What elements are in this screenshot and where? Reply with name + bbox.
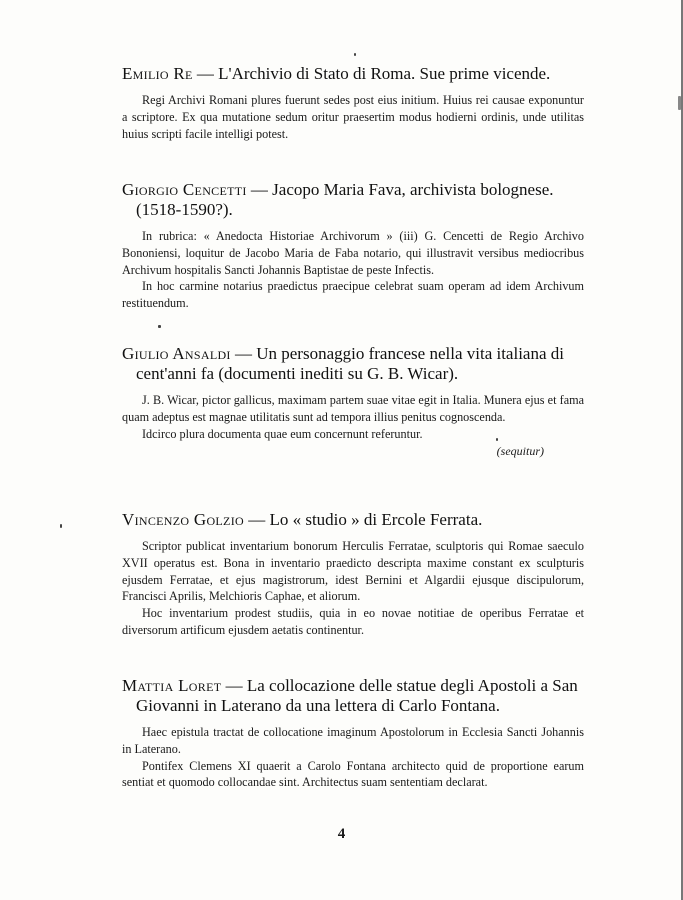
abstract-paragraph: Idcirco plura documenta quae eum concernunt referuntur. [142,426,423,441]
entry-cencetti [122,180,584,312]
abstract-paragraph: Haec epistula tractat de collocatione imaginum Apostolorum in Ecclesia Sancti Johannis in Laterano. [122,725,584,756]
entry-abstract [122,92,584,142]
entry-ansaldi [122,344,584,459]
scan-speck [496,438,498,441]
abstract-paragraph: In hoc carmine notarius praedictus praecipue celebrat suam operam ad idem Archivum restituendum. [122,279,584,311]
entry-title-line: cent'anni fa (documenti inediti su G. B. Wicar). [136,364,459,383]
abstract-paragraph: Regi Archivi Romani plures fuerunt sedes post eius initium. Huius rei causae exponuntur a scriptore. Ex qua mutatione sedum oritur praesertim modus hodierni ordinis, unde utilitas huius scripti facile intelligi potest. [122,93,584,141]
abstract-paragraph: Scriptor publicat inventarium bonorum Herculis Ferratae, sculptoris qui Romae saeculo XVII operatus est. Bona in inventario praedicto descripta maxime constant ex sculpturis ejusdem Ferratae, et ejus magistrorum, idest Bernini et Algardii ejusque discipulorum, Francisci Aprilis, Melchioris Caphae, et aliorum. [122,539,584,604]
entry-title-line: — Lo « studio » di Ercole Ferrata. [248,510,483,529]
scan-speck [158,325,161,328]
entry-abstract [122,392,584,459]
entry-abstract [122,724,584,791]
page-number: 4 [337,826,346,842]
entry-author: Emilio Re [122,64,193,83]
entry-title [122,676,584,716]
entry-author: Giulio Ansaldi [122,344,231,363]
entry-title [122,64,584,84]
scan-speck [354,53,356,56]
abstract-paragraph: In rubrica: « Anedocta Historiae Archivorum » (iii) G. Cencetti de Regio Archivo Bononiensi, loquitur de Jacobo Maria de Faba notario, qui illustravit versibus mediocribus Archivum hospitalis Sancti Johannis Baptistae de peste Infectis. [122,229,584,277]
entry-abstract [122,228,584,312]
entry-title-line: (1518-1590?). [136,200,233,219]
entry-golzio [122,510,584,639]
entry-re [122,64,584,142]
sequitur-note: (sequitur) [496,444,544,459]
entry-abstract [122,538,584,639]
entry-loret [122,676,584,791]
abstract-paragraph: Pontifex Clemens XI quaerit a Carolo Fontana architecto quid de proportione earum sentiat et quomodo collocandae sint. Architectus suam sententiam declarat. [122,758,584,790]
abstract-paragraph: J. B. Wicar, pictor gallicus, maximam partem suae vitae egit in Italia. Munera ejus et fama quam adeptus est magnae utilitatis sunt ad tempora illius penitus cognoscenda. [122,393,584,424]
entry-title-line: — L'Archivio di Stato di Roma. Sue prime vicende. [196,64,551,83]
scan-speck [60,524,62,528]
entry-title-line: — Un personaggio francese nella vita italiana di [234,344,564,363]
entry-author: Vincenzo Golzio [122,510,244,529]
entry-title [122,180,584,220]
entry-author: Mattia Loret [122,676,222,695]
entry-author: Giorgio Cencetti [122,180,247,199]
entry-title [122,344,584,384]
entry-title-line: Giovanni in Laterano da una lettera di Carlo Fontana. [136,696,500,715]
entry-title-line: — Jacopo Maria Fava, archivista bolognese. [250,180,554,199]
entry-title [122,510,584,530]
entry-title-line: — La collocazione delle statue degli Apostoli a San [225,676,578,695]
abstract-paragraph: Hoc inventarium prodest studiis, quia in eo novae notitiae de operibus Ferratae et diversorum artificum ejusdem aetatis continentur. [122,606,584,637]
